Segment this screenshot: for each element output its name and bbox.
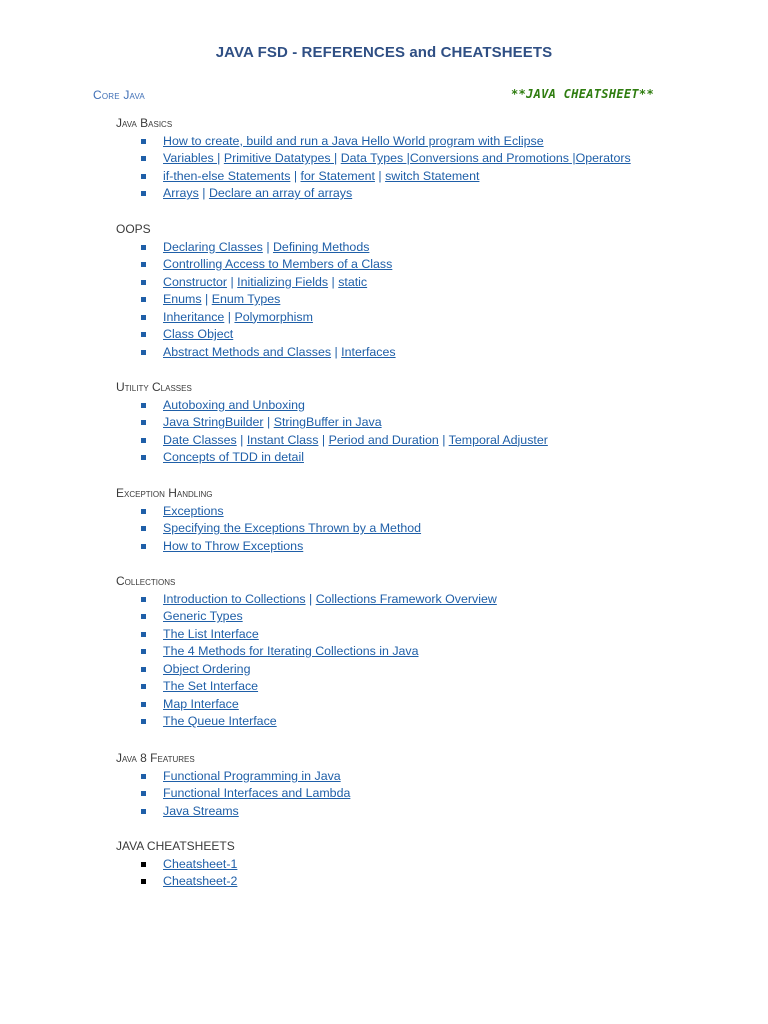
list-item <box>116 538 716 556</box>
reference-link[interactable]: The Set Interface <box>163 679 259 693</box>
reference-link[interactable]: Introduction to Collections <box>163 591 306 606</box>
bullet-icon <box>141 649 146 654</box>
link-list <box>116 239 716 362</box>
separator: | <box>202 186 209 200</box>
reference-link[interactable]: Enums <box>163 292 202 306</box>
section-java-basics <box>116 115 716 203</box>
separator: | <box>309 591 316 606</box>
bullet-icon <box>141 455 146 460</box>
reference-link[interactable]: Inheritance <box>163 309 225 324</box>
list-item <box>116 150 716 168</box>
reference-link[interactable]: Java StringBuilder <box>163 415 264 429</box>
list-item <box>116 713 716 731</box>
reference-link[interactable]: Declare an array of arrays <box>208 186 353 200</box>
reference-link[interactable]: Primitive Datatypes | <box>223 151 338 165</box>
reference-link[interactable]: How to create, build and run a Java Hello World program with Eclipse <box>163 133 544 148</box>
reference-link[interactable]: Temporal Adjuster <box>448 432 548 447</box>
list-item <box>116 768 716 786</box>
section-oops <box>116 221 716 361</box>
bullet-icon <box>141 809 146 814</box>
bullet-icon <box>141 862 146 867</box>
list-item <box>116 397 716 415</box>
bullet-icon <box>141 879 146 884</box>
bullet-icon <box>141 315 146 320</box>
list-item <box>116 133 716 151</box>
reference-link[interactable]: Map Interface <box>163 696 239 711</box>
bullet-icon <box>141 191 146 196</box>
separator: | <box>442 432 449 447</box>
bullet-icon <box>141 297 146 302</box>
reference-link[interactable]: switch Statement <box>385 168 480 183</box>
section-collections <box>116 573 716 731</box>
separator: | <box>334 344 342 359</box>
list-item <box>116 256 716 274</box>
bullet-icon <box>141 156 146 161</box>
reference-link[interactable]: Object Ordering <box>163 661 251 676</box>
bullet-icon <box>141 420 146 425</box>
list-item <box>116 678 716 696</box>
bullet-icon <box>141 332 146 337</box>
link-list <box>116 397 716 467</box>
bullet-icon <box>141 684 146 689</box>
bullet-icon <box>141 526 146 531</box>
reference-link[interactable]: Defining Methods <box>272 239 370 254</box>
reference-link[interactable]: Functional Interfaces and Lambda <box>163 786 351 800</box>
reference-link[interactable]: Functional Programming in Java <box>163 768 341 783</box>
list-item <box>116 414 716 432</box>
section-heading: OOPS <box>116 222 151 236</box>
page-title: JAVA FSD - REFERENCES and CHEATSHEETS <box>215 44 553 61</box>
reference-link[interactable]: Cheatsheet-1 <box>163 856 238 871</box>
list-item <box>116 326 716 344</box>
reference-link[interactable]: Java Streams <box>163 803 239 818</box>
section-heading: Collections <box>116 574 176 588</box>
list-item <box>116 520 716 538</box>
separator: | <box>293 168 301 183</box>
reference-link[interactable]: Interfaces <box>341 344 396 359</box>
reference-link[interactable]: if-then-else Statements <box>163 168 291 183</box>
reference-link[interactable]: The List Interface <box>163 626 259 641</box>
bullet-icon <box>141 791 146 796</box>
core-java-label: Core Java <box>93 88 145 102</box>
separator: | <box>331 274 339 289</box>
list-item <box>116 608 716 626</box>
list-item <box>116 873 716 891</box>
link-list <box>116 591 716 731</box>
bullet-icon <box>141 509 146 514</box>
bullet-icon <box>141 632 146 637</box>
list-item <box>116 185 716 203</box>
reference-link[interactable]: The Queue Interface <box>163 714 277 728</box>
list-item <box>116 291 716 309</box>
reference-link[interactable]: The 4 Methods for Iterating Collections in Java <box>163 644 419 658</box>
bullet-icon <box>141 262 146 267</box>
list-item <box>116 661 716 679</box>
reference-link[interactable]: Controlling Access to Members of a Class <box>163 257 393 271</box>
list-item <box>116 168 716 186</box>
reference-link[interactable]: Concepts of TDD in detail <box>163 450 304 464</box>
reference-link[interactable]: Abstract Methods and Classes <box>163 344 332 359</box>
bullet-icon <box>141 702 146 707</box>
bullet-icon <box>141 174 146 179</box>
reference-link[interactable]: StringBuffer in Java <box>273 415 382 429</box>
reference-link[interactable]: Data Types |Conversions and Promotions |Operators <box>340 151 631 165</box>
link-list <box>116 133 716 203</box>
link-list <box>116 768 716 821</box>
reference-link[interactable]: Enum Types <box>211 292 281 306</box>
section-heading: Utility Classes <box>116 380 192 394</box>
list-item <box>116 309 716 327</box>
list-item <box>116 449 716 467</box>
reference-link[interactable]: Period and Duration <box>328 432 439 447</box>
separator: | <box>240 432 247 447</box>
list-item <box>116 432 716 450</box>
bullet-icon <box>141 139 146 144</box>
section-heading: JAVA CHEATSHEETS <box>116 839 235 853</box>
bullet-icon <box>141 403 146 408</box>
list-item <box>116 626 716 644</box>
separator: | <box>378 168 386 183</box>
reference-link[interactable]: Date Classes <box>163 432 237 447</box>
list-item <box>116 696 716 714</box>
list-item <box>116 643 716 661</box>
bullet-icon <box>141 350 146 355</box>
reference-link[interactable]: Class Object <box>163 327 234 341</box>
bullet-icon <box>141 280 146 285</box>
list-item <box>116 503 716 521</box>
section-heading: Exception Handling <box>116 486 213 500</box>
bullet-icon <box>141 544 146 549</box>
list-item <box>116 803 716 821</box>
separator: | <box>227 309 235 324</box>
section-java-cheatsheets <box>116 838 716 891</box>
reference-link[interactable]: Autoboxing and Unboxing <box>163 397 305 412</box>
bullet-icon <box>141 614 146 619</box>
list-item <box>116 274 716 292</box>
reference-link[interactable]: Declaring Classes <box>163 239 263 254</box>
section-heading: Java 8 Features <box>116 751 195 765</box>
reference-link[interactable]: Cheatsheet-2 <box>163 874 238 888</box>
bullet-icon <box>141 774 146 779</box>
bullet-icon <box>141 597 146 602</box>
reference-link[interactable]: Constructor <box>163 274 228 289</box>
list-item <box>116 239 716 257</box>
section-heading: Java Basics <box>116 116 173 130</box>
bullet-icon <box>141 245 146 250</box>
java-cheatsheet-link[interactable]: **JAVA CHEATSHEET** <box>511 87 654 101</box>
reference-link[interactable]: Collections Framework Overview <box>315 591 497 606</box>
reference-link[interactable]: Initializing Fields <box>237 274 329 289</box>
separator: | <box>266 239 273 254</box>
reference-link[interactable]: Polymorphism <box>234 309 313 324</box>
list-item <box>116 785 716 803</box>
separator: | <box>321 432 329 447</box>
reference-link[interactable]: Exceptions <box>163 503 224 518</box>
section-java-8-features <box>116 750 716 820</box>
link-list <box>116 856 716 891</box>
bullet-icon <box>141 438 146 443</box>
list-item <box>116 856 716 874</box>
reference-link[interactable]: Arrays <box>163 186 199 200</box>
reference-link[interactable]: Instant Class <box>246 432 319 447</box>
bullet-icon <box>141 667 146 672</box>
separator: | <box>267 415 274 429</box>
link-list <box>116 503 716 556</box>
section-exception-handling <box>116 485 716 555</box>
reference-link[interactable]: Generic Types <box>163 609 243 623</box>
list-item <box>116 591 716 609</box>
separator: | <box>230 274 238 289</box>
reference-link[interactable]: for Statement <box>300 168 375 183</box>
reference-link[interactable]: How to Throw Exceptions <box>163 538 304 553</box>
reference-link[interactable]: static <box>338 274 368 289</box>
bullet-icon <box>141 719 146 724</box>
reference-link[interactable]: Variables | <box>163 151 221 165</box>
list-item <box>116 344 716 362</box>
section-utility-classes <box>116 379 716 467</box>
separator: | <box>205 292 212 306</box>
reference-link[interactable]: Specifying the Exceptions Thrown by a Method <box>163 521 422 535</box>
